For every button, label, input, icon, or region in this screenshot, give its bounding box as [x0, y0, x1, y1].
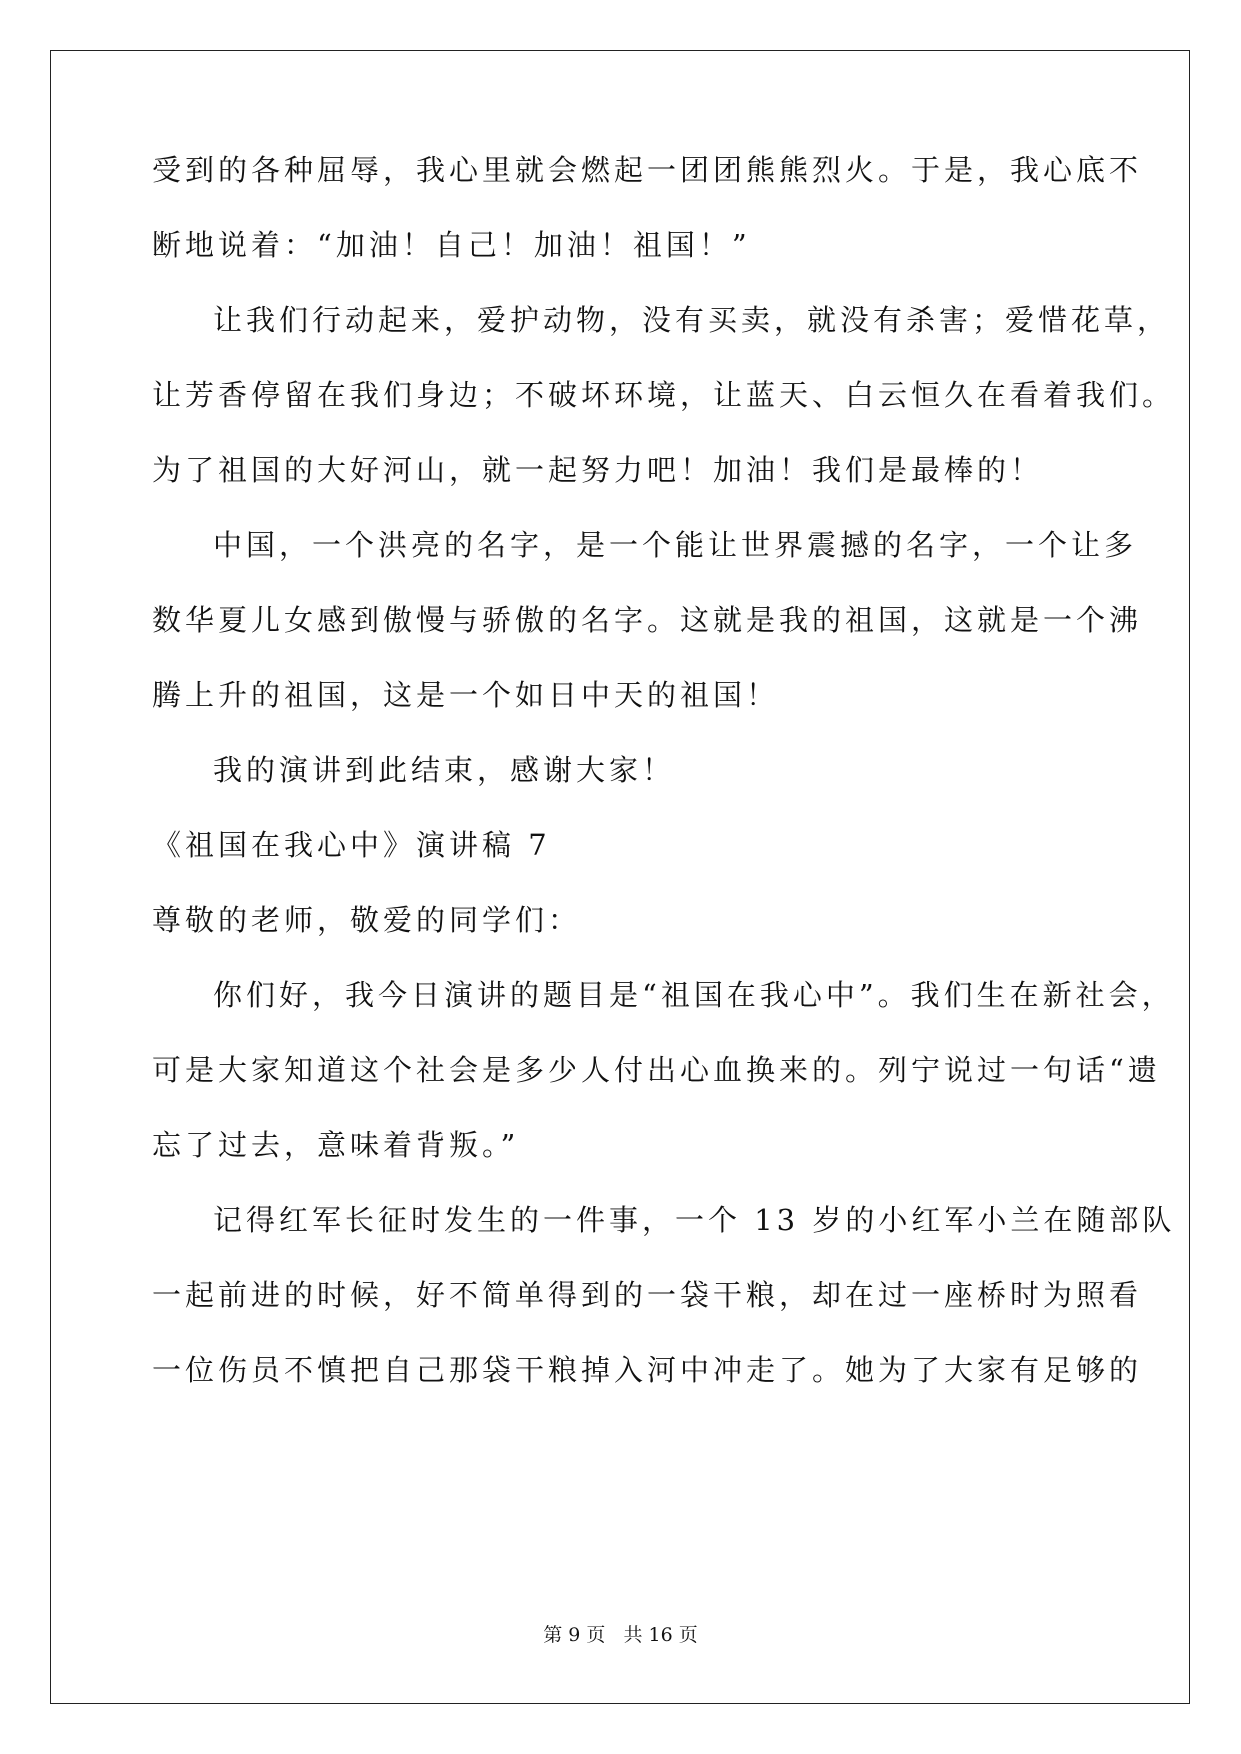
text-line: 受到的各种屈辱，我心里就会燃起一团团熊熊烈火。于是，我心底不 — [152, 153, 1143, 187]
text-line: 为了祖国的大好河山，就一起努力吧！加油！我们是最棒的！ — [152, 453, 1044, 487]
paragraph-start: 记得红军长征时发生的一件事，一个 13 岁的小红军小兰在随部队 — [213, 1203, 1176, 1237]
page-number: 第 9 页 — [543, 1624, 606, 1646]
text-line: 一起前进的时候，好不简单得到的一袋干粮，却在过一座桥时为照看 — [152, 1278, 1143, 1312]
paragraph-start: 让我们行动起来，爱护动物，没有买卖，就没有杀害；爱惜花草， — [213, 303, 1171, 337]
text-line: 忘了过去，意味着背叛。” — [152, 1128, 520, 1162]
text-line: 断地说着：“加油！自己！加油！祖国！” — [152, 228, 751, 262]
paragraph-start: 你们好，我今日演讲的题目是“祖国在我心中”。我们生在新社会， — [213, 978, 1175, 1012]
text-line: 可是大家知道这个社会是多少人付出心血换来的。列宁说过一句话“遗 — [152, 1053, 1161, 1087]
page-total: 共 16 页 — [623, 1624, 698, 1646]
page-border — [50, 50, 1190, 1704]
paragraph-start: 我的演讲到此结束，感谢大家！ — [213, 753, 676, 787]
text-line: 腾上升的祖国，这是一个如日中天的祖国！ — [152, 678, 780, 712]
page-footer — [0, 1620, 1241, 1647]
text-line: 让芳香停留在我们身边；不破坏环境，让蓝天、白云恒久在看着我们。 — [152, 378, 1176, 412]
salutation: 尊敬的老师，敬爱的同学们： — [152, 903, 582, 937]
paragraph-start: 中国，一个洪亮的名字，是一个能让世界震撼的名字，一个让多 — [213, 528, 1138, 562]
text-line: 一位伤员不慎把自己那袋干粮掉入河中冲走了。她为了大家有足够的 — [152, 1353, 1143, 1387]
text-line: 数华夏儿女感到傲慢与骄傲的名字。这就是我的祖国，这就是一个沸 — [152, 603, 1143, 637]
section-title: 《祖国在我心中》演讲稿 7 — [152, 828, 551, 862]
